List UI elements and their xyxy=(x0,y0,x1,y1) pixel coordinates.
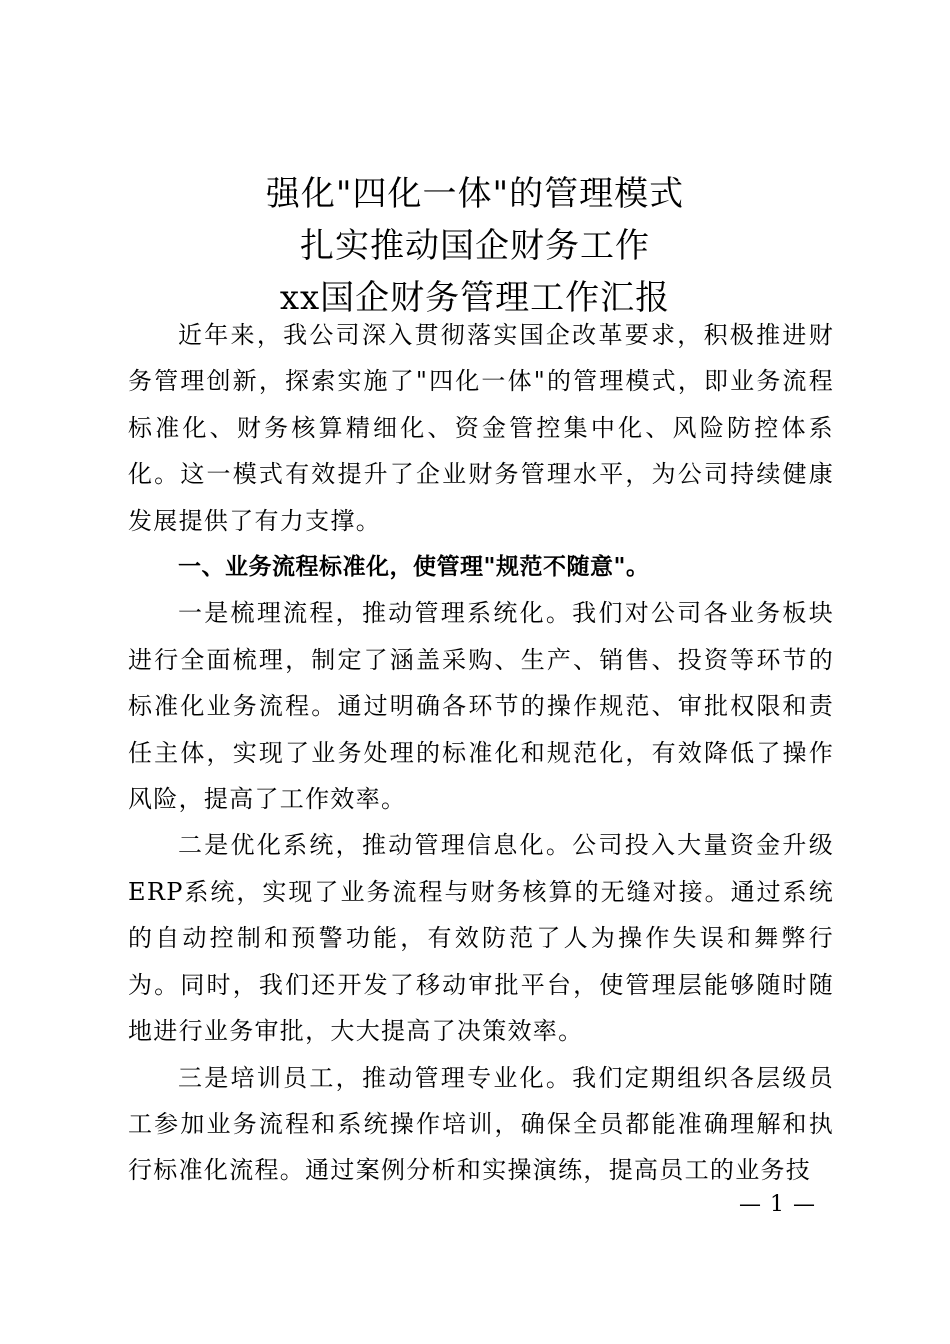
document-body xyxy=(128,312,834,1194)
document-title xyxy=(0,168,950,324)
body-paragraph-3: 三是培训员工，推动管理专业化。我们定期组织各层级员工参加业务流程和系统操作培训，确保全员都能准确理解和执行标准化流程。通过案例分析和实操演练，提高员工的业务技 xyxy=(128,1063,834,1185)
title-line-3: xx国企财务管理工作汇报 xyxy=(279,278,671,318)
title-line-2: 扎实推动国企财务工作 xyxy=(300,226,650,266)
body-paragraph-1: 一是梳理流程，推动管理系统化。我们对公司各业务板块进行全面梳理，制定了涵盖采购、生产、销售、投资等环节的标准化业务流程。通过明确各环节的操作规范、审批权限和责任主体，实现了业务处理的标准化和规范化，有效降低了操作风险，提高了工作效率。 xyxy=(128,599,834,814)
intro-paragraph: 近年来，我公司深入贯彻落实国企改革要求，积极推进财务管理创新，探索实施了"四化一体"的管理模式，即业务流程标准化、财务核算精细化、资金管控集中化、风险防控体系化。这一模式有效提升了企业财务管理水平，为公司持续健康发展提供了有力支撑。 xyxy=(128,321,834,535)
section-heading-1: 一、业务流程标准化，使管理"规范不随意"。 xyxy=(178,554,650,581)
page-number: — 1 — xyxy=(739,1192,816,1217)
title-line-1: 强化"四化一体"的管理模式 xyxy=(265,174,685,214)
body-paragraph-2: 二是优化系统，推动管理信息化。公司投入大量资金升级ERP系统，实现了业务流程与财务核算的无缝对接。通过系统的自动控制和预警功能，有效防范了人为操作失误和舞弊行为。同时，我们还开发了移动审批平台，使管理层能够随时随地进行业务审批，大大提高了决策效率。 xyxy=(128,831,834,1046)
